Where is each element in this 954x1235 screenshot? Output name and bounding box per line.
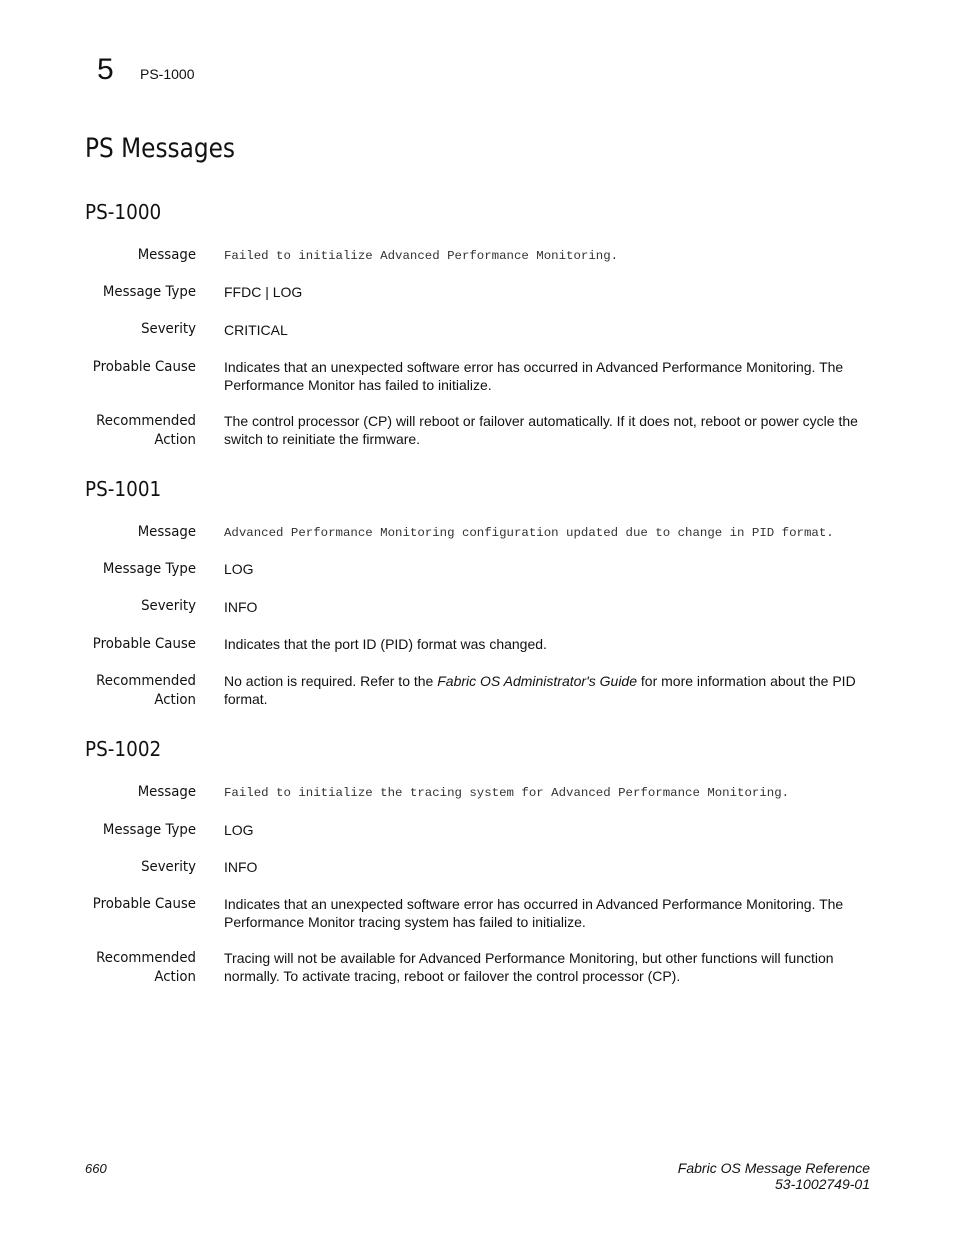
label-severity: Severity <box>141 598 196 614</box>
label-probable-cause: Probable Cause <box>92 896 196 912</box>
value-probable-cause: Indicates that the port ID (PID) format was changed. <box>224 636 547 652</box>
value-message: Failed to initialize the tracing system for Advanced Performance Monitoring. <box>224 786 790 800</box>
value-probable-cause: Indicates that an unexpected software error has occurred in Advanced Performance Monitoring. The Performance Monitor has failed to initialize. <box>224 359 844 393</box>
entry-heading-ps-1002: PS-1002 <box>85 737 162 761</box>
value-message: Failed to initialize Advanced Performance Monitoring. <box>224 249 619 263</box>
label-recommended-line1: Recommended <box>96 413 196 429</box>
label-probable-cause: Probable Cause <box>92 359 196 375</box>
label-recommended-line1: Recommended <box>96 950 196 966</box>
label-message-type: Message Type <box>102 822 196 838</box>
label-recommended-line2: Action <box>154 969 196 985</box>
label-message: Message <box>137 784 196 800</box>
label-recommended-line2: Action <box>154 692 196 708</box>
recommended-action-text: No action is required. Refer to the <box>224 673 438 689</box>
value-severity: INFO <box>224 599 258 615</box>
doc-number: 53-1002749-01 <box>775 1176 870 1192</box>
label-message-type: Message Type <box>102 284 196 300</box>
label-recommended-line1: Recommended <box>96 673 196 689</box>
label-message: Message <box>137 524 196 540</box>
label-recommended-line2: Action <box>154 432 196 448</box>
guide-title: Fabric OS Administrator's Guide <box>437 673 638 689</box>
running-head: PS-1000 <box>140 66 195 82</box>
entry-heading-ps-1000: PS-1000 <box>85 200 162 224</box>
label-recommended-action <box>44 672 196 710</box>
value-probable-cause: Indicates that an unexpected software error has occurred in Advanced Performance Monitoring. The Performance Monitor tracing system has failed to initialize. <box>224 896 844 930</box>
value-message-type: FFDC | LOG <box>224 284 303 300</box>
value-recommended-action <box>224 672 874 708</box>
footer-doc-info <box>678 1160 870 1192</box>
recommended-action-text-end: for more information about the PID format. <box>224 673 856 707</box>
label-message-type: Message Type <box>102 561 196 577</box>
value-message-type: LOG <box>224 822 254 838</box>
page-title: PS Messages <box>85 133 235 164</box>
value-severity: CRITICAL <box>224 322 288 338</box>
chapter-number: 5 <box>97 53 114 86</box>
value-severity: INFO <box>224 859 258 875</box>
page-number: 660 <box>85 1161 107 1176</box>
value-recommended-action: Tracing will not be available for Advanced Performance Monitoring, but other functions will function normally. To activate tracing, reboot or failover the control processor (CP). <box>224 950 834 984</box>
doc-title: Fabric OS Message Reference <box>677 1160 870 1176</box>
entry-heading-ps-1001: PS-1001 <box>85 477 162 501</box>
value-recommended-action: The control processor (CP) will reboot or failover automatically. If it does not, reboot or power cycle the switch to reinitiate the firmware. <box>224 413 858 447</box>
label-probable-cause: Probable Cause <box>92 636 196 652</box>
label-recommended-action <box>44 412 196 450</box>
label-message: Message <box>137 247 196 263</box>
value-message-type: LOG <box>224 561 254 577</box>
label-severity: Severity <box>141 321 196 337</box>
label-severity: Severity <box>141 859 196 875</box>
value-message: Advanced Performance Monitoring configuration updated due to change in PID format. <box>224 526 834 540</box>
label-recommended-action <box>44 949 196 987</box>
